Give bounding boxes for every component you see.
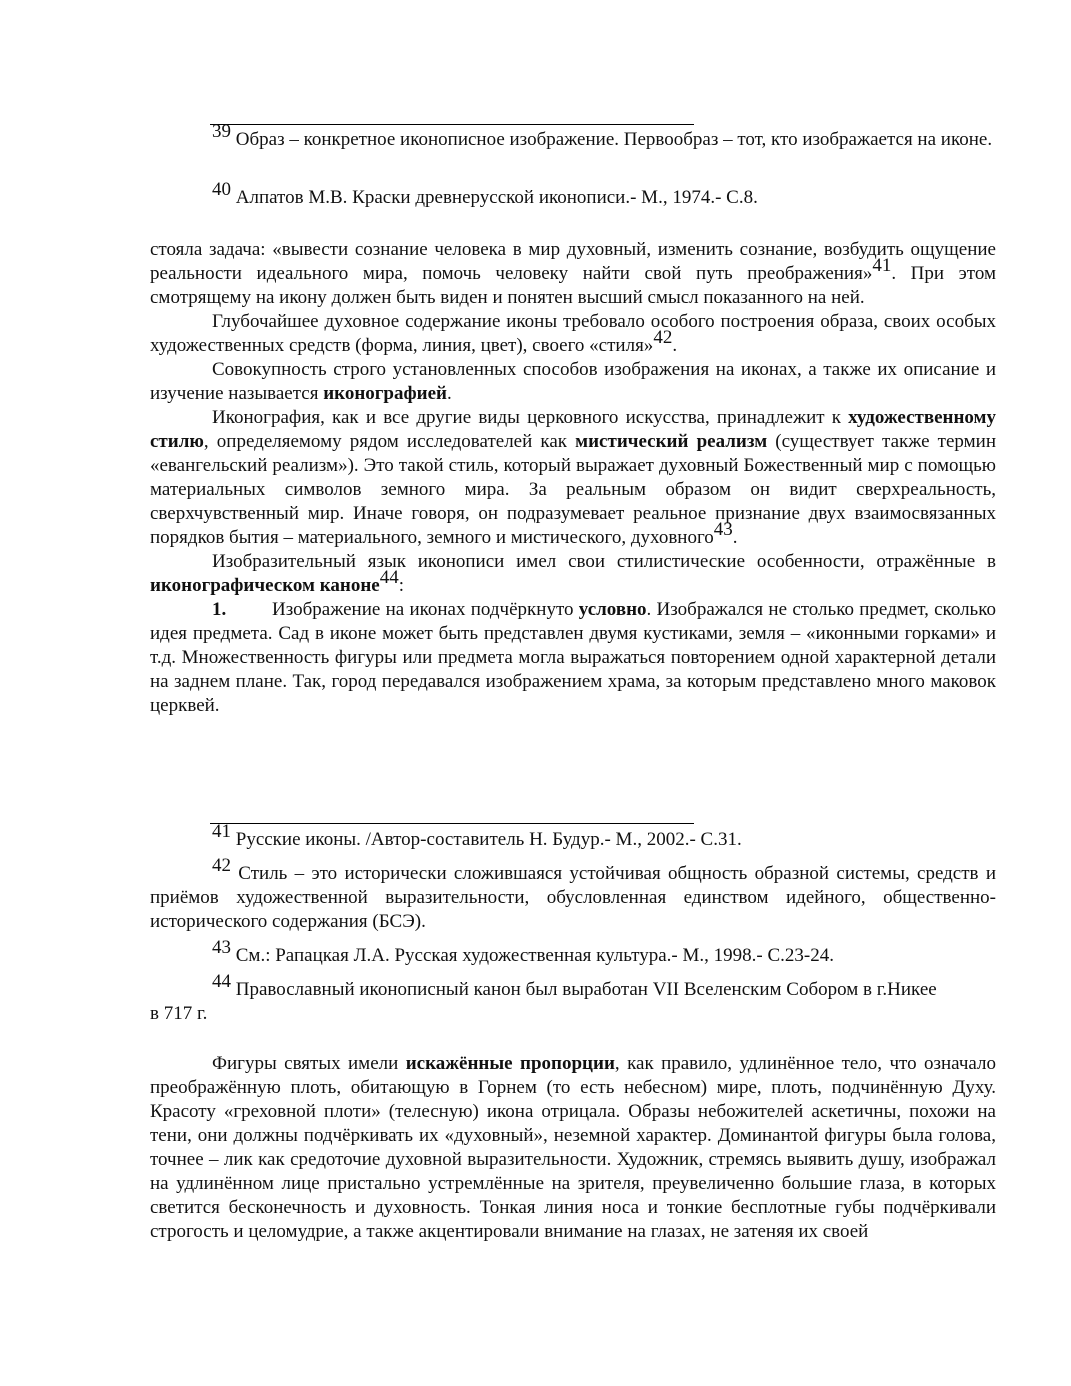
- text-run: . При этом смотрящему на икону должен быть виден и понятен высший смысл показанного на ней.: [150, 263, 996, 308]
- paragraph-4: [150, 406, 996, 550]
- list-number: 1.: [212, 599, 227, 620]
- footnote-43: [150, 937, 996, 968]
- footnote-number: 39: [212, 121, 231, 142]
- footnote-41: [150, 821, 996, 852]
- text-run: .: [732, 527, 738, 548]
- footnote-39: [150, 121, 996, 152]
- text-run: .: [672, 335, 678, 356]
- footnote-separator-top: [210, 124, 694, 125]
- footnote-ref: 42: [653, 327, 673, 348]
- footnote-number: 43: [212, 937, 231, 958]
- footnote-text: Стиль – это исторически сложившаяся устойчивая общность образной системы, средств и приёмов художественной выразительности, обусловленная единством идейного, общественно-исторического содержания (БСЭ).: [150, 863, 996, 932]
- bold-term: искажённые пропорции: [405, 1053, 615, 1074]
- footnote-text: Русские иконы. /Автор-составитель Н. Будур.- М., 2002.- С.31.: [231, 829, 742, 850]
- bold-term: иконографией: [323, 383, 447, 404]
- footnote-ref: 43: [713, 519, 733, 540]
- paragraph-5: [150, 550, 996, 598]
- footnote-number: 41: [212, 821, 231, 842]
- paragraph-2: [150, 310, 996, 358]
- text-run: Глубочайшее духовное содержание иконы требовало особого построения образа, своих особых художественных средств (форма, линия, цвет), своего «стиля»: [150, 311, 996, 356]
- text-run: (существует также термин «евангельский реализм»). Это такой стиль, который выражает духовный Божественный мир с помощью материальных символов земного мира. За реальным образом он видит сверхреальность, сверхчувственный мир. Иначе говоря, он подразумевает реальное признание двух взаимосвязанных порядков бытия – материального, земного и мистического, духовного: [150, 431, 996, 548]
- text-run: Изобразительный язык иконописи имел свои стилистические особенности, отражённые в: [212, 551, 996, 572]
- footnote-ref: 41: [872, 255, 892, 276]
- text-run: Иконография, как и все другие виды церковного искусства, принадлежит к: [212, 407, 849, 428]
- paragraph-3: [150, 358, 996, 406]
- footnote-number: 44: [212, 971, 231, 992]
- main-text: [150, 238, 996, 718]
- footnote-44: [150, 971, 996, 1026]
- paragraph-1: [150, 238, 996, 310]
- text-run: Совокупность строго установленных способов изображения на иконах, а также их описание и изучение называется: [150, 359, 996, 404]
- text-run: . Изображался не столько предмет, сколько идея предмета. Сад в иконе может быть представлен двумя кустиками, земля – «иконными горками» и т.д. Множественность фигуры или предмета могла выражаться повторением одной характерной детали на заднем плане. Так, город передавался изображением храма, за которым представлено много маковок церквей.: [150, 599, 996, 716]
- paragraph-6: [150, 1052, 996, 1244]
- text-run: стояла задача: «вывести сознание человека в мир духовный, изменить сознание, возбудить ощущение реальности идеального мира, помочь человеку найти свой путь преображения»: [150, 239, 996, 284]
- footnote-text: Образ – конкретное иконописное изображение. Первообраз – тот, кто изображается на иконе.: [231, 129, 993, 150]
- text-run: Фигуры святых имели: [212, 1053, 406, 1074]
- footnote-separator-mid: [210, 823, 694, 824]
- footnote-40: [150, 179, 996, 210]
- text-run: , определяемому рядом исследователей как: [203, 431, 576, 452]
- footnote-42: [150, 855, 996, 934]
- text-run: .: [446, 383, 452, 404]
- bold-term: иконографическом каноне: [150, 575, 380, 596]
- footnote-text: См.: Рапацкая Л.А. Русская художественная культура.- М., 1998.- С.23-24.: [231, 945, 834, 966]
- bold-term: мистический реализм: [575, 431, 768, 452]
- footnote-ref: 44: [379, 567, 399, 588]
- footnote-number: 40: [212, 179, 231, 200]
- bold-term: художественному стилю: [150, 407, 996, 452]
- bold-term: условно: [578, 599, 647, 620]
- text-run: :: [398, 575, 404, 596]
- text-run: Изображение на иконах подчёркнуто: [272, 599, 579, 620]
- main-text-continued: [150, 1052, 996, 1244]
- text-run: , как правило, удлинённое тело, что означало преображённую плоть, обитающую в Горнем (то есть небесном) мире, плоть, подчинённую Духу. Красоту «греховной плоти» (телесную) икона отрицала. Образы небожителей аскетичны, похожи на тени, они должны подчёркивать их «духовный», неземной характер. Доминантой фигуры была голова, точнее – лик как средоточие духовной выразительности. Художник, стремясь выявить душу, изображал на удлинённом лице пристально устремлённые на зрителя, преувеличенно большие глаза, в которых светится бесконечность и духовность. Тонкая линия носа и тонкие бесплотные губы подчёркивали строгость и целомудрие, а также акцентировали внимание на глазах, не затеняя их своей: [150, 1053, 996, 1242]
- footnote-text: Православный иконописный канон был выработан VII Вселенским Собором в г.Никее в 717 г.: [150, 979, 937, 1024]
- footnote-number: 42: [212, 855, 231, 876]
- list-item-1: [150, 598, 996, 718]
- footnote-text: Алпатов М.В. Краски древнерусской иконописи.- М., 1974.- С.8.: [231, 187, 758, 208]
